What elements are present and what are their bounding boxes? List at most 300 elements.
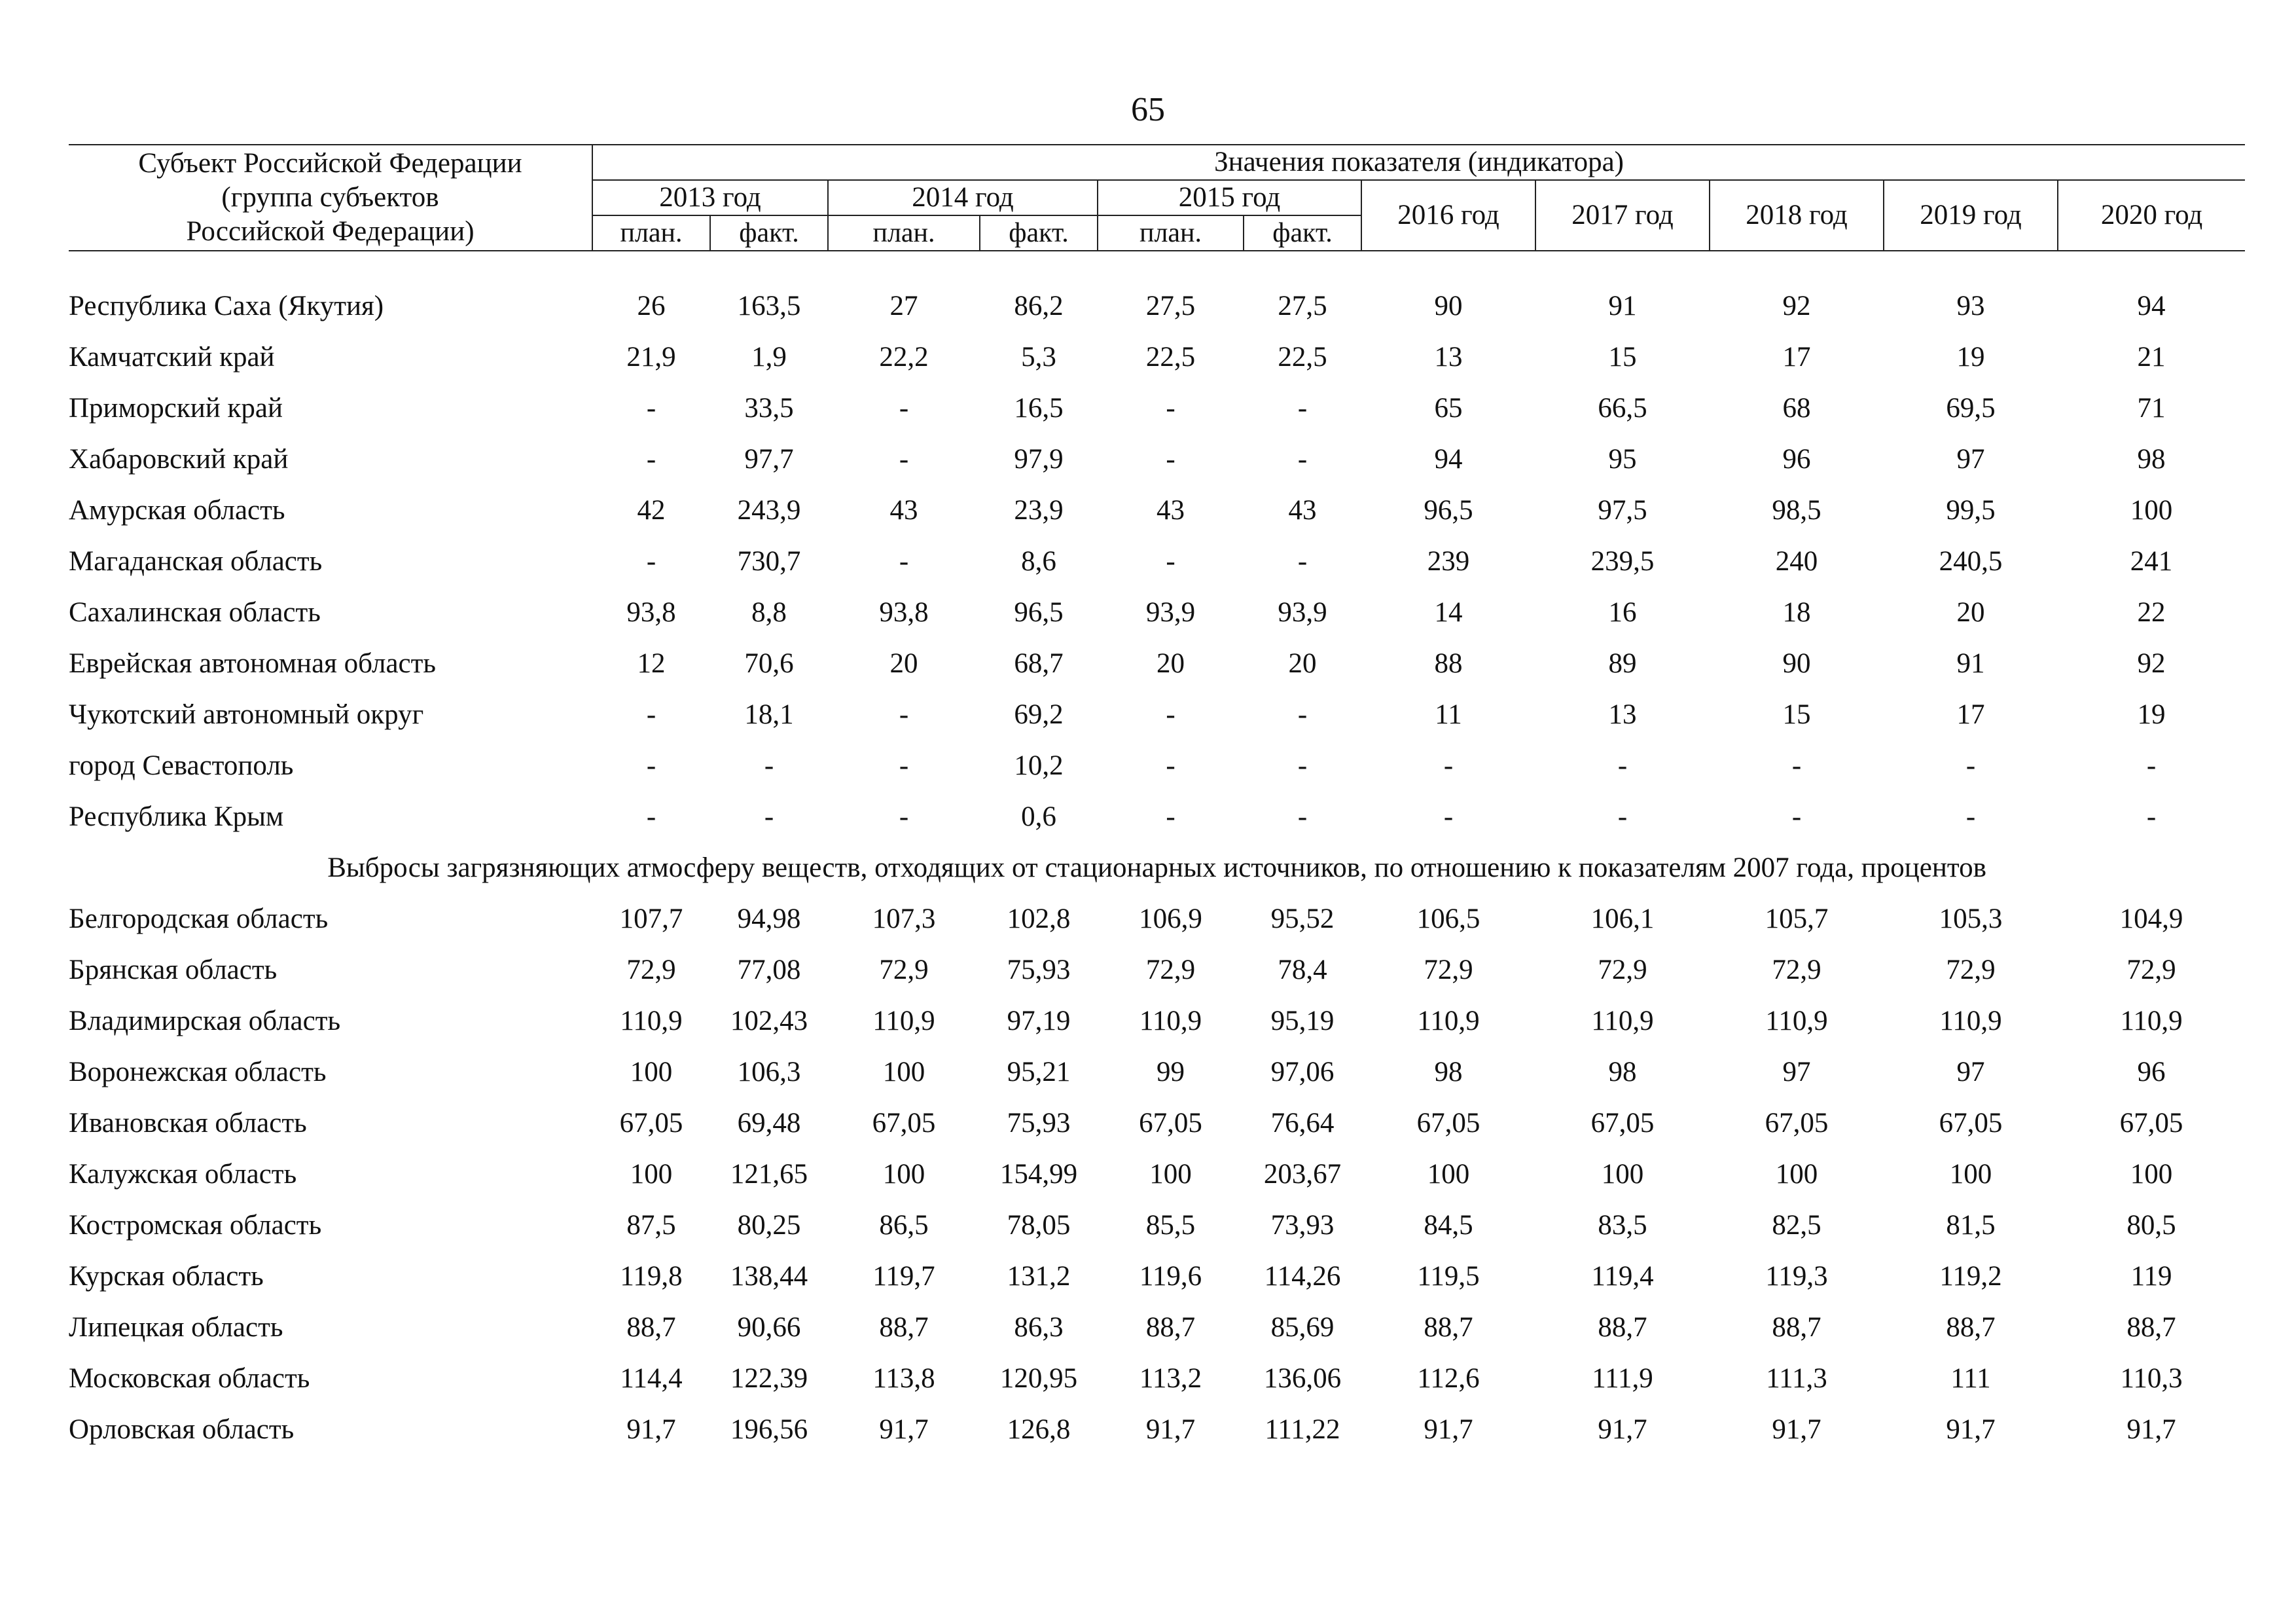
value-cell: 100 [2130,1158,2173,1190]
value-cell: 110,3 [2120,1362,2183,1394]
region-name: Владимирская область [69,1005,341,1036]
value-cell: 80,5 [2126,1209,2176,1241]
value-cell: 100 [1427,1158,1470,1190]
value-cell: 67,05 [1765,1107,1829,1139]
value-cell: 106,3 [737,1056,801,1087]
value-cell: 12 [637,647,666,679]
value-cell: - [1166,801,1175,832]
value-cell: 93,8 [626,596,676,628]
value-cell: 22,5 [1145,341,1196,373]
value-cell: 15 [1782,699,1811,730]
value-cell: 100 [882,1158,925,1190]
value-cell: 100 [630,1056,673,1087]
region-name: Приморский край [69,392,283,424]
region-name: Брянская область [69,954,278,985]
value-cell: 21 [2137,341,2166,373]
table-row [69,995,2245,1046]
value-cell: 107,7 [619,903,683,934]
table-row [69,536,2245,587]
value-cell: 72,9 [626,954,676,985]
value-cell: - [1297,392,1308,424]
value-cell: - [1297,545,1308,577]
value-cell: - [1791,750,1802,781]
value-cell: 110,9 [1591,1005,1654,1036]
value-cell: 27 [889,290,918,321]
value-cell: 83,5 [1598,1209,1647,1241]
region-name: Хабаровский край [69,443,289,475]
value-cell: 88,7 [1424,1311,1473,1343]
region-name: Воронежская область [69,1056,327,1087]
value-cell: 98 [1608,1056,1637,1087]
value-cell: - [1443,750,1454,781]
value-cell: 102,8 [1007,903,1071,934]
region-name: Республика Саха (Якутия) [69,290,384,321]
year-header: 2013 год [592,180,828,215]
indicator-header: Значения показателя (индикатора) [592,145,2245,180]
table-row [69,638,2245,689]
value-cell: 100 [630,1158,673,1190]
region-name: Еврейская автономная область [69,647,437,679]
section-row [69,842,2245,893]
section-title: Выбросы загрязняющих атмосферу веществ, отходящих от стационарных источников, по отношению к показателям 2007 года, процентов [327,852,1986,883]
value-cell: 119,5 [1417,1260,1480,1292]
value-cell: - [899,699,909,730]
plan-header: план. [828,215,980,251]
value-cell: 95,52 [1270,903,1335,934]
value-cell: 111,9 [1592,1362,1653,1394]
value-cell: 72,9 [879,954,929,985]
value-cell: 119,8 [620,1260,683,1292]
region-name: город Севастополь [69,750,294,781]
value-cell: 17 [1782,341,1811,373]
value-cell: 119,4 [1591,1260,1654,1292]
value-cell: 90,66 [737,1311,801,1343]
value-cell: 95,19 [1270,1005,1335,1036]
plan-header: план. [1098,215,1244,251]
table-row [69,791,2245,842]
value-cell: 92 [2137,647,2166,679]
year-header: 2020 год [2058,180,2245,251]
value-cell: 106,1 [1590,903,1655,934]
value-cell: 91,7 [879,1413,929,1445]
value-cell: 85,69 [1270,1311,1335,1343]
table-row [69,893,2245,944]
value-cell: 91 [1608,290,1637,321]
value-cell: 87,5 [626,1209,676,1241]
value-cell: 91,7 [626,1413,676,1445]
value-cell: 43 [1157,494,1185,526]
value-cell: 0,6 [1021,801,1056,832]
value-cell: 19 [1956,341,1985,373]
region-name: Костромская область [69,1209,322,1241]
value-cell: 17 [1956,699,1985,730]
value-cell: 85,5 [1145,1209,1196,1241]
table-row [69,484,2245,536]
value-cell: 89 [1608,647,1637,679]
value-cell: 91,7 [1424,1413,1473,1445]
region-name: Московская область [69,1362,310,1394]
region-name: Курская область [69,1260,264,1292]
value-cell: - [646,801,656,832]
value-cell: - [764,801,774,832]
value-cell: - [1297,699,1308,730]
value-cell: 65 [1434,392,1463,424]
value-cell: 138,44 [730,1260,808,1292]
subject-header [69,145,592,251]
value-cell: - [1166,392,1175,424]
value-cell: - [764,750,774,781]
region-name: Камчатский край [69,341,275,373]
table-row [69,331,2245,382]
table-row [69,944,2245,995]
value-cell: 100 [1775,1158,1818,1190]
value-cell: 16,5 [1014,392,1064,424]
value-cell: - [899,392,909,424]
year-header: 2019 год [1884,180,2058,251]
value-cell: 96,5 [1424,494,1473,526]
value-cell: 113,2 [1139,1362,1202,1394]
value-cell: 114,4 [620,1362,683,1394]
fact-header: факт. [1244,215,1361,251]
value-cell: 131,2 [1007,1260,1071,1292]
value-cell: 72,9 [2126,954,2176,985]
value-cell: 100 [2130,494,2173,526]
value-cell: 67,05 [2119,1107,2183,1139]
table-row [69,1404,2245,1455]
table-row [69,1250,2245,1302]
subject-header-line: (группа субъектов [221,182,439,213]
value-cell: 23,9 [1014,494,1064,526]
value-cell: 91,7 [1772,1413,1821,1445]
value-cell: 93,9 [1145,596,1196,628]
value-cell: - [646,392,656,424]
value-cell: - [899,545,909,577]
value-cell: 15 [1608,341,1637,373]
value-cell: 113,8 [872,1362,935,1394]
table-row [69,382,2245,433]
value-cell: - [646,443,656,475]
value-cell: 88,7 [2126,1311,2176,1343]
value-cell: - [899,443,909,475]
region-name: Республика Крым [69,801,284,832]
value-cell: 78,05 [1007,1209,1071,1241]
value-cell: 18,1 [744,699,794,730]
value-cell: - [646,699,656,730]
value-cell: 91,7 [1946,1413,1996,1445]
value-cell: 43 [1288,494,1317,526]
value-cell: 106,5 [1416,903,1480,934]
value-cell: 110,9 [872,1005,935,1036]
value-cell: 20 [889,647,918,679]
value-cell: 163,5 [737,290,801,321]
table-row [69,740,2245,791]
value-cell: - [899,750,909,781]
value-cell: 69,48 [737,1107,801,1139]
region-name: Липецкая область [69,1311,283,1343]
value-cell: 110,9 [2120,1005,2183,1036]
value-cell: 5,3 [1021,341,1056,373]
value-cell: 106,9 [1139,903,1202,934]
value-cell: 91,7 [2126,1413,2176,1445]
region-name: Магаданская область [69,545,323,577]
value-cell: 111 [1950,1362,1991,1394]
table-body [69,251,2245,1455]
value-cell: 119 [2130,1260,2172,1292]
table-row [69,433,2245,484]
value-cell: 95,21 [1007,1056,1071,1087]
value-cell: 67,05 [1939,1107,2003,1139]
value-cell: 88,7 [1145,1311,1196,1343]
value-cell: 16 [1608,596,1637,628]
value-cell: 67,05 [872,1107,936,1139]
value-cell: 72,9 [1772,954,1821,985]
value-cell: - [1617,801,1628,832]
value-cell: 42 [637,494,666,526]
value-cell: 27,5 [1278,290,1327,321]
value-cell: - [899,801,909,832]
table-row [69,1302,2245,1353]
value-cell: 13 [1434,341,1463,373]
value-cell: 107,3 [872,903,936,934]
value-cell: 72,9 [1145,954,1196,985]
value-cell: 126,8 [1007,1413,1071,1445]
value-cell: 71 [2137,392,2166,424]
year-header: 2014 год [828,180,1098,215]
value-cell: 90 [1434,290,1463,321]
year-header: 2018 год [1710,180,1884,251]
value-cell: 72,9 [1598,954,1647,985]
value-cell: 98 [2137,443,2166,475]
value-cell: - [1965,750,1976,781]
value-cell: 97,19 [1007,1005,1071,1036]
value-cell: 110,9 [1417,1005,1480,1036]
value-cell: 84,5 [1424,1209,1473,1241]
value-cell: 69,2 [1014,699,1064,730]
value-cell: 8,6 [1021,545,1056,577]
value-cell: 43 [889,494,918,526]
value-cell: 21,9 [626,341,676,373]
value-cell: 119,3 [1765,1260,1828,1292]
region-name: Ивановская область [69,1107,307,1139]
value-cell: 105,7 [1765,903,1829,934]
value-cell: 97,9 [1014,443,1064,475]
value-cell: 119,7 [872,1260,935,1292]
value-cell: 69,5 [1946,392,1996,424]
table-row [69,1046,2245,1097]
value-cell: 241 [2130,545,2173,577]
value-cell: 75,93 [1007,954,1071,985]
value-cell: 88,7 [626,1311,676,1343]
region-name: Белгородская область [69,903,329,934]
value-cell: 136,06 [1263,1362,1342,1394]
value-cell: 88,7 [1598,1311,1647,1343]
value-cell: 730,7 [737,545,801,577]
value-cell: 119,6 [1139,1260,1202,1292]
value-cell: 94,98 [737,903,801,934]
value-cell: - [2146,750,2157,781]
table-row [69,689,2245,740]
value-cell: 76,64 [1270,1107,1335,1139]
value-cell: 104,9 [2119,903,2183,934]
table-row [69,587,2245,638]
value-cell: 114,26 [1264,1260,1341,1292]
value-cell: 72,9 [1946,954,1996,985]
value-cell: - [1297,801,1308,832]
value-cell: 86,5 [879,1209,929,1241]
value-cell: - [1166,443,1175,475]
value-cell: - [1965,801,1976,832]
value-cell: 97 [1956,1056,1985,1087]
value-cell: 19 [2137,699,2166,730]
value-cell: 27,5 [1145,290,1196,321]
subject-header-line: Субъект Российской Федерации [138,148,522,179]
value-cell: 97,06 [1270,1056,1335,1087]
indicator-table [69,144,2245,1455]
value-cell: 105,3 [1939,903,2003,934]
value-cell: 93,8 [879,596,929,628]
value-cell: 20 [1157,647,1185,679]
value-cell: 203,67 [1263,1158,1342,1190]
value-cell: 75,93 [1007,1107,1071,1139]
value-cell: 68 [1782,392,1811,424]
value-cell: 154,99 [999,1158,1078,1190]
value-cell: - [1166,750,1175,781]
value-cell: 111,3 [1766,1362,1827,1394]
value-cell: 70,6 [744,647,794,679]
value-cell: 119,2 [1939,1260,2002,1292]
value-cell: 88,7 [1946,1311,1996,1343]
value-cell: - [1791,801,1802,832]
value-cell: 95 [1608,443,1637,475]
value-cell: 96 [2137,1056,2166,1087]
value-cell: 100 [882,1056,925,1087]
value-cell: 14 [1434,596,1463,628]
region-name: Орловская область [69,1413,295,1445]
table-row [69,1148,2245,1199]
value-cell: 22,2 [879,341,929,373]
value-cell: 88 [1434,647,1463,679]
value-cell: 98,5 [1772,494,1821,526]
value-cell: 121,65 [730,1158,808,1190]
value-cell: 67,05 [1139,1107,1202,1139]
value-cell: 243,9 [737,494,801,526]
value-cell: 20 [1288,647,1317,679]
page-number: 65 [1131,91,1165,128]
value-cell: 81,5 [1946,1209,1996,1241]
value-cell: 72,9 [1424,954,1473,985]
value-cell: - [1297,750,1308,781]
value-cell: 94 [1434,443,1463,475]
value-cell: 8,8 [751,596,787,628]
value-cell: 1,9 [751,341,787,373]
value-cell: - [1617,750,1628,781]
value-cell: 88,7 [1772,1311,1821,1343]
value-cell: 20 [1956,596,1985,628]
region-name: Калужская область [69,1158,297,1190]
region-name: Амурская область [69,494,285,526]
value-cell: 97 [1956,443,1985,475]
value-cell: 77,08 [737,954,801,985]
value-cell: 33,5 [744,392,794,424]
value-cell: - [646,545,656,577]
region-name: Сахалинская область [69,596,321,628]
value-cell: 93,9 [1278,596,1327,628]
value-cell: 13 [1608,699,1637,730]
value-cell: 91,7 [1598,1413,1647,1445]
table-row [69,1199,2245,1250]
value-cell: 99 [1157,1056,1185,1087]
value-cell: 110,9 [1939,1005,2002,1036]
value-cell: 91 [1956,647,1985,679]
value-cell: 239 [1427,545,1470,577]
value-cell: 97,5 [1598,494,1647,526]
value-cell: 92 [1782,290,1811,321]
value-cell: 10,2 [1014,750,1064,781]
value-cell: 112,6 [1417,1362,1480,1394]
value-cell: 67,05 [1590,1107,1655,1139]
year-header: 2017 год [1535,180,1710,251]
value-cell: 120,95 [999,1362,1078,1394]
table-row [69,280,2245,331]
value-cell: 240,5 [1939,545,2003,577]
fact-header: факт. [980,215,1098,251]
subject-header-line: Российской Федерации) [186,216,475,247]
value-cell: - [1166,545,1175,577]
value-cell: - [1297,443,1308,475]
value-cell: 86,2 [1014,290,1064,321]
value-cell: 97,7 [744,443,794,475]
value-cell: 239,5 [1590,545,1655,577]
fact-header: факт. [710,215,828,251]
value-cell: 196,56 [730,1413,808,1445]
year-header: 2016 год [1361,180,1535,251]
value-cell: 80,25 [737,1209,801,1241]
value-cell: 78,4 [1278,954,1327,985]
value-cell: 100 [1949,1158,1992,1190]
value-cell: 26 [637,290,666,321]
value-cell: - [2146,801,2157,832]
value-cell: 110,9 [1139,1005,1202,1036]
value-cell: 111,22 [1265,1413,1340,1445]
value-cell: 22,5 [1278,341,1327,373]
value-cell: 100 [1601,1158,1644,1190]
value-cell: 99,5 [1946,494,1996,526]
value-cell: 86,3 [1014,1311,1064,1343]
table-row [69,1353,2245,1404]
value-cell: 82,5 [1772,1209,1821,1241]
value-cell: 11 [1435,699,1462,730]
value-cell: 88,7 [879,1311,929,1343]
year-header: 2015 год [1098,180,1361,215]
value-cell: 67,05 [619,1107,683,1139]
value-cell: 93 [1956,290,1985,321]
value-cell: 66,5 [1598,392,1647,424]
value-cell: 91,7 [1145,1413,1196,1445]
value-cell: 240 [1775,545,1818,577]
value-cell: 122,39 [730,1362,808,1394]
value-cell: 102,43 [730,1005,808,1036]
value-cell: - [1443,801,1454,832]
value-cell: 110,9 [620,1005,683,1036]
value-cell: - [646,750,656,781]
value-cell: 100 [1149,1158,1192,1190]
plan-header: план. [592,215,710,251]
value-cell: 22 [2137,596,2166,628]
value-cell: 97 [1782,1056,1811,1087]
value-cell: 68,7 [1014,647,1064,679]
table-row [69,1097,2245,1148]
value-cell: 96 [1782,443,1811,475]
